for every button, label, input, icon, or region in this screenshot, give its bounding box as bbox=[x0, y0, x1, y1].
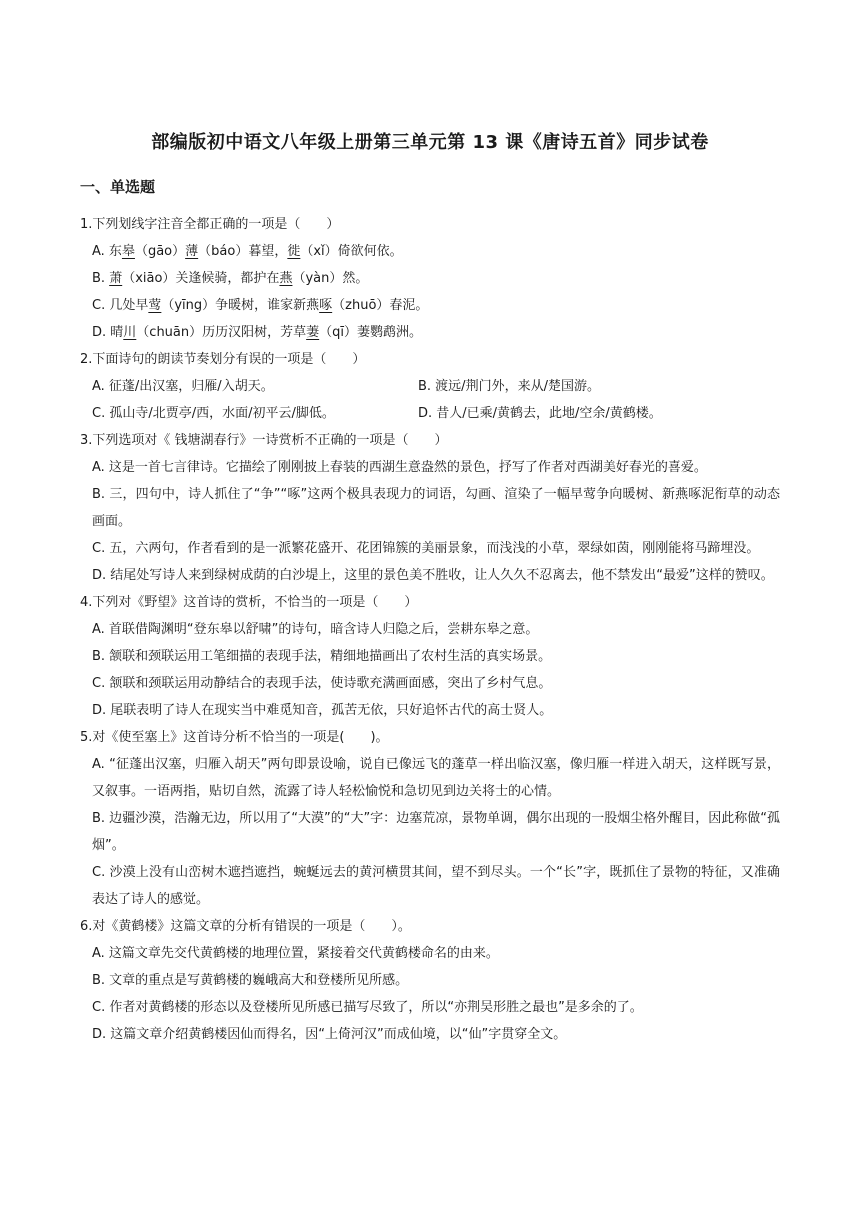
option-text: D. 晴 bbox=[92, 325, 124, 340]
option-b bbox=[80, 265, 780, 292]
question-5 bbox=[80, 724, 780, 913]
underlined-char: 川 bbox=[123, 325, 137, 340]
question-stem: 6.对《黄鹤楼》这篇文章的分析有错误的一项是（ ）。 bbox=[80, 919, 411, 934]
option-text: B. bbox=[92, 271, 110, 286]
option-d: D. 结尾处写诗人来到绿树成荫的白沙堤上，这里的景色美不胜收，让人久久不忍离去，他不禁发出“最爱”这样的赞叹。 bbox=[92, 568, 774, 583]
option-text: （xǐ）倚欲何依。 bbox=[300, 244, 403, 259]
option-c bbox=[80, 292, 780, 319]
option-row bbox=[80, 373, 780, 400]
option-a: A. “征蓬出汉塞，归雁入胡天”两句即景设喻，说自已像远飞的蓬草一样出临汉塞，像归雁一样进入胡天，这样既写景，又叙事。一语两指，贴切自然，流露了诗人轻松愉悦和急切见到边关将士的心情。 bbox=[92, 757, 780, 799]
question-6 bbox=[80, 913, 780, 1048]
question-list bbox=[80, 211, 780, 1048]
option-c: C. 颔联和颈联运用动静结合的表现手法，使诗歌充满画面感，突出了乡村气息。 bbox=[92, 676, 552, 691]
question-stem: 1.下列划线字注音全都正确的一项是（ ） bbox=[80, 217, 340, 232]
question-4 bbox=[80, 589, 780, 724]
option-b: B. 渡远/荆门外，来从/楚国游。 bbox=[418, 379, 600, 394]
option-text: （xiāo）关逢候骑，都护在 bbox=[122, 271, 280, 286]
option-a bbox=[80, 238, 780, 265]
option-text: C. 几处早 bbox=[92, 298, 149, 313]
option-a: A. 征蓬/出汉塞，归雁/入胡天。 bbox=[92, 379, 274, 394]
question-stem: 3.下列选项对《 钱塘湖春行》一诗赏析不正确的一项是（ ） bbox=[80, 433, 448, 448]
option-c: C. 作者对黄鹤楼的形态以及登楼所见所感已描写尽致了，所以“亦荆吴形胜之最也”是多余的了。 bbox=[92, 1000, 643, 1015]
underlined-char: 萧 bbox=[109, 271, 123, 286]
option-a: A. 这篇文章先交代黄鹤楼的地理位置，紧接着交代黄鹤楼命名的由来。 bbox=[92, 946, 499, 961]
question-stem: 4.下列对《野望》这首诗的赏析，不恰当的一项是（ ） bbox=[80, 595, 418, 610]
option-d: D. 这篇文章介绍黄鹤楼因仙而得名，因“上倚河汉”而成仙境，以“仙”字贯穿全文。 bbox=[92, 1027, 567, 1042]
question-1 bbox=[80, 211, 780, 346]
question-stem: 2.下面诗句的朗读节奏划分有误的一项是（ ） bbox=[80, 352, 366, 367]
option-c: C. 孤山寺/北贾亭/西，水面/初平云/脚低。 bbox=[92, 406, 335, 421]
option-d bbox=[80, 319, 780, 346]
option-b: B. 三，四句中，诗人抓住了“争”“啄”这两个极具表现力的词语，勾画、渲染了一幅早莺争向暖树、新燕啄泥衔草的动态画面。 bbox=[92, 487, 780, 529]
option-text: （zhuō）春泥。 bbox=[332, 298, 429, 313]
option-d: D. 尾联表明了诗人在现实当中难觅知音，孤苦无依，只好追怀古代的高士贤人。 bbox=[92, 703, 553, 718]
option-b: B. 文章的重点是写黄鹤楼的巍峨高大和登楼所见所感。 bbox=[92, 973, 409, 988]
underlined-char: 薄 bbox=[185, 244, 199, 259]
question-3 bbox=[80, 427, 780, 589]
option-b: B. 颔联和颈联运用工笔细描的表现手法，精细地描画出了农村生活的真实场景。 bbox=[92, 649, 552, 664]
option-text: （báo）暮望， bbox=[198, 244, 288, 259]
option-a: A. 首联借陶渊明“登东皋以舒啸”的诗句，暗含诗人归隐之后，尝耕东皋之意。 bbox=[92, 622, 539, 637]
question-stem: 5.对《使至塞上》这首诗分析不恰当的一项是( )。 bbox=[80, 730, 389, 745]
option-text: （qī）萋鹦鹉洲。 bbox=[319, 325, 423, 340]
underlined-char: 徙 bbox=[287, 244, 301, 259]
underlined-char: 燕 bbox=[279, 271, 293, 286]
option-text: （gāo） bbox=[134, 244, 186, 259]
question-2 bbox=[80, 346, 780, 427]
option-text: （yàn）然。 bbox=[292, 271, 369, 286]
underlined-char: 皋 bbox=[121, 244, 135, 259]
option-a: A. 这是一首七言律诗。它描绘了刚刚披上春装的西湖生意盎然的景色，抒写了作者对西湖美好春光的喜爱。 bbox=[92, 460, 707, 475]
option-text: A. 东 bbox=[92, 244, 122, 259]
option-c: C. 沙漠上没有山峦树木遮挡遮挡，蜿蜒远去的黄河横贯其间，望不到尽头。一个“长”字，既抓住了景物的特征，又准确表达了诗人的感觉。 bbox=[92, 865, 780, 907]
underlined-char: 莺 bbox=[148, 298, 162, 313]
option-c: C. 五，六两句，作者看到的是一派繁花盛开、花团锦簇的美丽景象，而浅浅的小草，翠绿如茵，刚刚能将马蹄埋没。 bbox=[92, 541, 760, 556]
option-row bbox=[80, 400, 780, 427]
document-title: 部编版初中语文八年级上册第三单元第 13 课《唐诗五首》同步试卷 bbox=[151, 132, 709, 153]
section-heading: 一、单选题 bbox=[80, 178, 156, 196]
option-b: B. 边疆沙漠，浩瀚无边，所以用了“大漠”的“大”字：边塞荒凉，景物单调，偶尔出现的一股烟尘格外醒目，因此称做“孤烟”。 bbox=[92, 811, 780, 853]
option-text: （chuān）历历汉阳树，芳草 bbox=[136, 325, 307, 340]
underlined-char: 萋 bbox=[306, 325, 320, 340]
underlined-char: 啄 bbox=[319, 298, 333, 313]
option-text: （yīng）争暖树，谁家新燕 bbox=[161, 298, 320, 313]
option-d: D. 昔人/已乘/黄鹤去，此地/空余/黄鹤楼。 bbox=[418, 406, 662, 421]
